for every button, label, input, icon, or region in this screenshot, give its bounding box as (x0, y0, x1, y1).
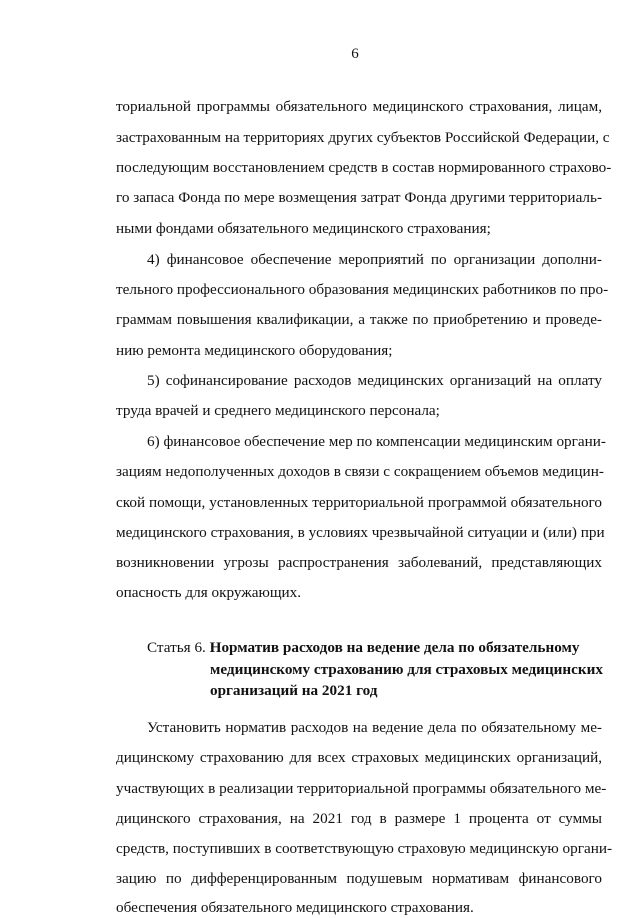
text-line: 5) софинансирование расходов медицинских организаций на оплату (147, 372, 602, 389)
text-line: участвующих в реализации территориальной программы обязательного ме- (116, 780, 607, 797)
text-line: граммам повышения квалификации, а также по приобретению и проведе- (116, 311, 602, 328)
article-title-line: медицинскому страхованию для страховых медицинских (210, 661, 603, 678)
text-line: средств, поступивших в соответствующую страховую медицинскую органи- (116, 840, 613, 857)
text-line: медицинского страхования, в условиях чрезвычайной ситуации и (или) при (116, 524, 605, 541)
text-line: 6) финансовое обеспечение мер по компенсации медицинским органи- (147, 433, 606, 450)
text-line: дицинскому страхованию для всех страховых медицинских организаций, (116, 749, 602, 766)
page-number: 6 (351, 46, 359, 62)
article-number: Статья 6. (147, 639, 206, 656)
text-line: тельного профессионального образования медицинских работников по про- (116, 281, 609, 298)
text-line: застрахованным на территориях других субъектов Российской Федерации, с (116, 129, 610, 146)
article-title-line: организаций на 2021 год (210, 682, 378, 699)
text-line: труда врачей и среднего медицинского персонала; (116, 402, 440, 419)
text-line: нию ремонта медицинского оборудования; (116, 342, 393, 359)
article-title: Норматив расходов на ведение дела по обязательному (209, 639, 580, 656)
text-line: го запаса Фонда по мере возмещения затрат Фонда другими территориаль- (116, 189, 602, 206)
text-line: зацию по дифференцированным подушевым нормативам финансового (116, 870, 602, 887)
text-line: последующим восстановлением средств в состав нормированного страхово- (116, 159, 612, 176)
text-line: зациям недополученных доходов в связи с сокращением объемов медицин- (116, 463, 604, 480)
article-heading-line (147, 638, 579, 658)
text-line: ской помощи, установленных территориальной программой обязательного (116, 494, 602, 511)
text-line: Установить норматив расходов на ведение дела по обязательному ме- (147, 719, 602, 736)
text-line: опасность для окружающих. (116, 584, 302, 601)
text-line: 4) финансовое обеспечение мероприятий по организации дополни- (147, 251, 602, 268)
text-line: ными фондами обязательного медицинского страхования; (116, 220, 491, 237)
text-line: ториальной программы обязательного медицинского страхования, лицам, (116, 98, 602, 115)
text-line: возникновении угрозы распространения заболеваний, представляющих (116, 554, 602, 571)
text-line: дицинского страхования, на 2021 год в размере 1 процента от суммы (116, 810, 602, 827)
text-line: обеспечения обязательного медицинского страхования. (116, 899, 474, 916)
